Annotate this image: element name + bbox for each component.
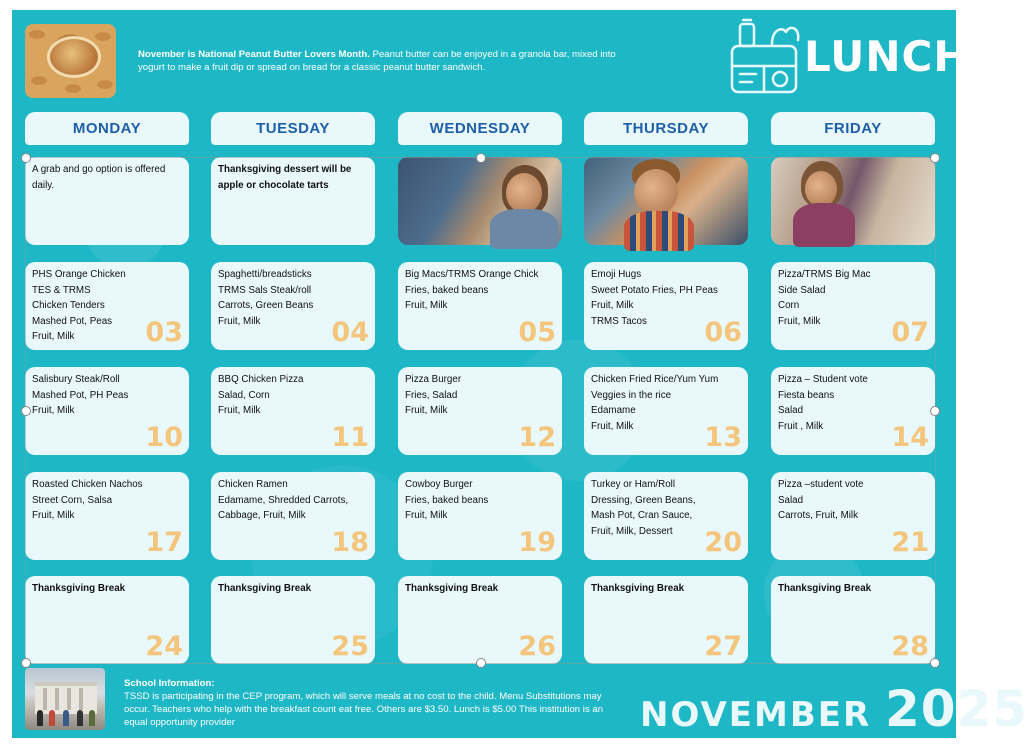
menu-line: Fruit, Milk xyxy=(32,331,75,342)
girl-crafting-photo[interactable] xyxy=(771,157,935,245)
menu-line: Fries, Salad xyxy=(405,389,458,401)
note-line: daily. xyxy=(32,179,55,191)
day-number: 05 xyxy=(518,317,556,348)
day-number: 25 xyxy=(331,631,369,662)
menu-line: Fruit, Milk xyxy=(218,405,261,416)
menu-day-11[interactable] xyxy=(211,367,375,455)
menu-line: Dressing, Green Beans, xyxy=(591,494,696,506)
menu-line: Fruit, Milk xyxy=(218,315,261,327)
day-number: 14 xyxy=(891,422,929,453)
note-line: A grab and go option is offered xyxy=(32,164,166,175)
intro-bold: November is National Peanut Butter Lovers Month. xyxy=(138,49,370,60)
menu-line: Pizza –student vote xyxy=(778,479,864,490)
day-number: 20 xyxy=(704,527,742,558)
menu-line: Chicken Ramen xyxy=(218,479,288,490)
child-drawing-photo[interactable] xyxy=(398,157,562,245)
menu-page xyxy=(12,10,1028,738)
menu-line: TRMS Sals Steak/roll xyxy=(218,284,312,296)
day-number: 21 xyxy=(891,527,929,558)
resize-handle[interactable] xyxy=(21,153,31,163)
lunch-title: LUNCH xyxy=(804,32,970,81)
menu-day-05[interactable] xyxy=(398,262,562,350)
menu-line: Thanksgiving Break xyxy=(591,583,685,594)
day-number: 26 xyxy=(518,631,556,662)
menu-line: Corn xyxy=(778,300,800,311)
school-information xyxy=(124,677,624,729)
menu-day-06[interactable] xyxy=(584,262,748,350)
menu-day-20[interactable] xyxy=(584,472,748,560)
menu-line: Sweet Potato Fries, PH Peas xyxy=(591,284,718,296)
day-number: 11 xyxy=(331,422,369,453)
menu-line: Salad xyxy=(778,405,804,416)
menu-line: Cowboy Burger xyxy=(405,479,473,490)
menu-line: BBQ Chicken Pizza xyxy=(218,374,304,385)
menu-line: Chicken Tenders xyxy=(32,300,105,311)
menu-line: TRMS Tacos xyxy=(591,315,647,327)
day-number: 10 xyxy=(145,422,183,453)
menu-line: Salad xyxy=(778,494,804,506)
menu-day-12[interactable] xyxy=(398,367,562,455)
menu-line: Fruit, Milk xyxy=(405,405,448,416)
menu-line: Mashed Pot, PH Peas xyxy=(32,389,129,401)
resize-handle[interactable] xyxy=(930,658,940,668)
menu-line: Cabbage, Fruit, Milk xyxy=(218,510,306,521)
menu-line: Fruit, Milk xyxy=(32,405,75,416)
menu-line: Fries, baked beans xyxy=(405,494,489,506)
menu-line: Chicken Fried Rice/Yum Yum xyxy=(591,374,719,385)
month-name: NOVEMBER xyxy=(640,695,872,735)
day-number: 18 xyxy=(331,527,369,558)
day-number: 28 xyxy=(891,631,929,662)
menu-day-26[interactable] xyxy=(398,576,562,664)
menu-line: Thanksgiving Break xyxy=(778,583,872,594)
menu-line: Carrots, Fruit, Milk xyxy=(778,510,859,521)
day-number: 06 xyxy=(704,317,742,348)
resize-handle[interactable] xyxy=(476,658,486,668)
lunchbox-icon xyxy=(728,16,808,98)
menu-line: Salad, Corn xyxy=(218,389,270,401)
day-number: 12 xyxy=(518,422,556,453)
menu-line: Fruit , Milk xyxy=(778,420,824,432)
menu-day-25[interactable] xyxy=(211,576,375,664)
resize-handle[interactable] xyxy=(476,153,486,163)
note-thanksgiving-dessert[interactable] xyxy=(211,157,375,245)
resize-handle[interactable] xyxy=(930,153,940,163)
menu-day-03[interactable] xyxy=(25,262,189,350)
boy-painting-photo[interactable] xyxy=(584,157,748,245)
menu-line: Edamame, Shredded Carrots, xyxy=(218,494,349,506)
header-thursday: THURSDAY xyxy=(584,112,748,145)
day-number: 04 xyxy=(331,317,369,348)
menu-line: Salisbury Steak/Roll xyxy=(32,374,120,385)
menu-line: Thanksgiving Break xyxy=(32,583,126,594)
menu-line: Spaghetti/breadsticks xyxy=(218,269,312,280)
school-building-photo xyxy=(25,668,105,730)
day-number: 19 xyxy=(518,527,556,558)
menu-day-13[interactable] xyxy=(584,367,748,455)
menu-day-27[interactable] xyxy=(584,576,748,664)
day-number: 07 xyxy=(891,317,929,348)
menu-day-10[interactable] xyxy=(25,367,189,455)
month-year-title xyxy=(640,680,1028,738)
resize-handle[interactable] xyxy=(21,406,31,416)
intro-body: Peanut butter can be enjoyed in a granola bar, mixed into yogurt to make a fruit dip or spread on bread for a classic peanut butter sandwich. xyxy=(138,49,616,73)
menu-day-07[interactable] xyxy=(771,262,935,350)
menu-line: Turkey or Ham/Roll xyxy=(591,479,676,490)
menu-line: Fruit, Milk xyxy=(405,300,448,311)
menu-line: Street Corn, Salsa xyxy=(32,494,113,506)
note-grab-and-go[interactable] xyxy=(25,157,189,245)
menu-day-21[interactable] xyxy=(771,472,935,560)
note-line: apple or chocolate tarts xyxy=(218,179,329,191)
menu-line: Fiesta beans xyxy=(778,389,835,401)
menu-line: Fries, baked beans xyxy=(405,284,489,296)
school-info-text: TSSD is participating in the CEP program, which will serve meals at no cost to the child. Menu Substitutions may occur. Teachers who help with the breakfast count eat free. Others are $3.50. Lunch is $5.00 This institution is an equal opportunity provider xyxy=(124,691,604,728)
intro-text xyxy=(138,48,638,74)
menu-line: Emoji Hugs xyxy=(591,269,642,280)
menu-line: Pizza Burger xyxy=(405,374,462,385)
school-info-title: School Information: xyxy=(124,678,215,689)
menu-line: Fruit, Milk xyxy=(32,510,75,521)
day-number: 03 xyxy=(145,317,183,348)
menu-line: Thanksgiving Break xyxy=(405,583,499,594)
menu-line: Carrots, Green Beans xyxy=(218,300,314,311)
year: 2025 xyxy=(884,680,1028,738)
header-monday: MONDAY xyxy=(25,112,189,145)
resize-handle[interactable] xyxy=(21,658,31,668)
menu-day-14[interactable] xyxy=(771,367,935,455)
menu-day-18[interactable] xyxy=(211,472,375,560)
day-number: 27 xyxy=(704,631,742,662)
menu-line: Fruit, Milk xyxy=(591,300,634,311)
peanut-butter-photo xyxy=(25,24,116,98)
menu-line: Big Macs/TRMS Orange Chick xyxy=(405,269,539,280)
menu-line: Roasted Chicken Nachos xyxy=(32,479,143,490)
menu-line: Mashed Pot, Peas xyxy=(32,315,113,327)
menu-line: Pizza – Student vote xyxy=(778,374,868,385)
day-number: 24 xyxy=(145,631,183,662)
menu-line: Pizza/TRMS Big Mac xyxy=(778,269,871,280)
menu-day-24[interactable] xyxy=(25,576,189,664)
menu-line: Fruit, Milk, Dessert xyxy=(591,525,673,537)
note-line: Thanksgiving dessert will be xyxy=(218,164,352,175)
menu-line: Veggies in the rice xyxy=(591,389,672,401)
menu-line: Fruit, Milk xyxy=(591,420,634,432)
menu-day-17[interactable] xyxy=(25,472,189,560)
menu-line: PHS Orange Chicken xyxy=(32,269,126,280)
header-friday: FRIDAY xyxy=(771,112,935,145)
resize-handle[interactable] xyxy=(930,406,940,416)
menu-line: Side Salad xyxy=(778,284,826,296)
header-wednesday: WEDNESDAY xyxy=(398,112,562,145)
day-number: 13 xyxy=(704,422,742,453)
menu-line: Mash Pot, Cran Sauce, xyxy=(591,510,693,521)
menu-line: Thanksgiving Break xyxy=(218,583,312,594)
menu-line: Edamame xyxy=(591,405,636,416)
menu-day-28[interactable] xyxy=(771,576,935,664)
menu-line: Fruit, Milk xyxy=(405,510,448,521)
menu-day-19[interactable] xyxy=(398,472,562,560)
menu-line: Fruit, Milk xyxy=(778,315,821,327)
day-number: 17 xyxy=(145,527,183,558)
menu-line: TES & TRMS xyxy=(32,284,91,296)
menu-day-04[interactable] xyxy=(211,262,375,350)
header-tuesday: TUESDAY xyxy=(211,112,375,145)
